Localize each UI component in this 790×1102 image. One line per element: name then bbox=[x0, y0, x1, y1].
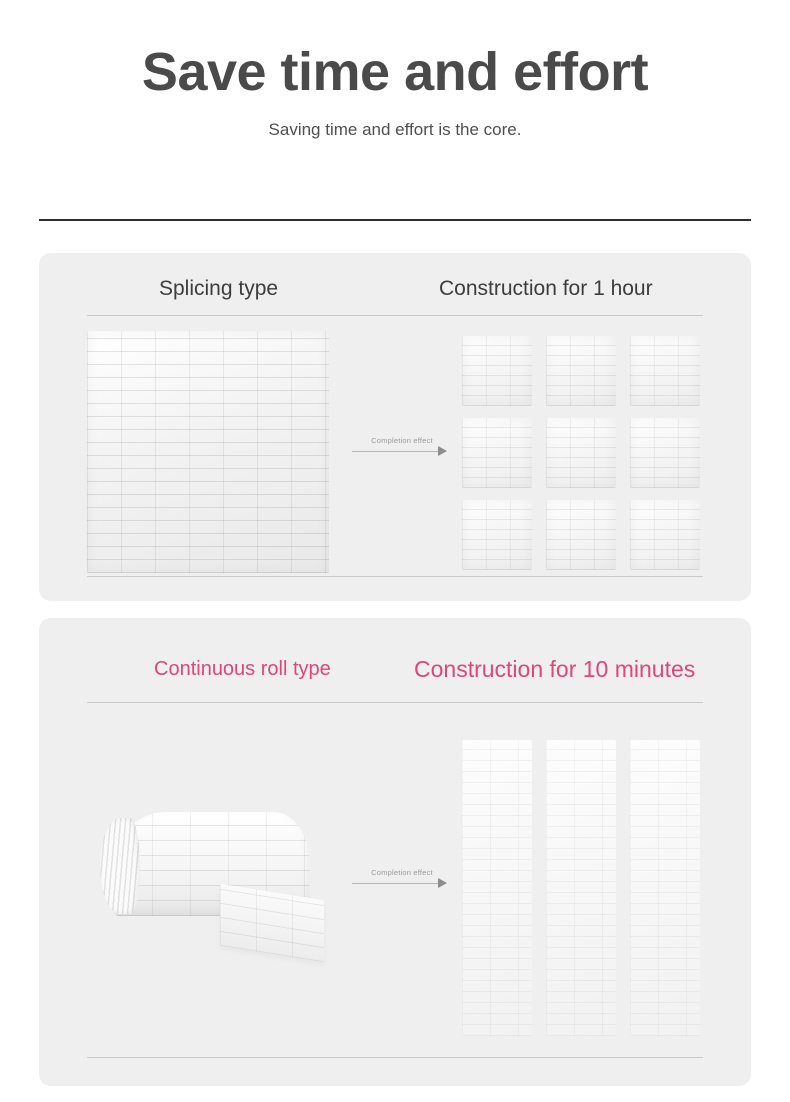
wall-panel bbox=[630, 500, 700, 570]
arrow-caption-label: Completion effect bbox=[371, 436, 433, 445]
arrow-line bbox=[352, 451, 442, 452]
wall-panel bbox=[546, 418, 616, 488]
wall-panel bbox=[462, 418, 532, 488]
splicing-type-heading: Splicing type bbox=[159, 277, 279, 300]
wall-panel bbox=[546, 500, 616, 570]
splicing-completion-arrow bbox=[352, 436, 452, 462]
arrow-right-icon bbox=[438, 446, 447, 456]
section-heading-rule bbox=[87, 315, 703, 316]
roll-wall-result-grid bbox=[462, 740, 700, 1036]
section-bottom-rule bbox=[87, 576, 703, 577]
section-heading-rule bbox=[87, 702, 703, 703]
wall-panel bbox=[630, 418, 700, 488]
header-divider bbox=[39, 219, 751, 221]
wall-panel bbox=[462, 740, 532, 1036]
roll-construction-time-heading: Construction for 10 minutes bbox=[414, 656, 696, 682]
wall-panel bbox=[630, 740, 700, 1036]
page-subtitle: Saving time and effort is the core. bbox=[268, 120, 522, 139]
wall-panel bbox=[630, 336, 700, 406]
page-title: Save time and effort bbox=[141, 42, 649, 102]
roll-completion-arrow bbox=[352, 868, 452, 894]
arrow-right-icon bbox=[438, 878, 447, 888]
splicing-construction-time-heading: Construction for 1 hour bbox=[439, 277, 653, 300]
roll-spiral-end bbox=[100, 818, 140, 914]
wall-panel bbox=[546, 336, 616, 406]
arrow-caption-label: Completion effect bbox=[371, 868, 433, 877]
spliced-wall-result-grid bbox=[462, 336, 700, 568]
section-headings bbox=[39, 253, 751, 311]
wall-panel bbox=[462, 336, 532, 406]
continuous-roll-type-heading: Continuous roll type bbox=[154, 658, 331, 680]
section-bottom-rule bbox=[87, 1057, 703, 1058]
wall-panel bbox=[546, 740, 616, 1036]
brick-wallpaper-roll-image bbox=[100, 812, 330, 952]
section-headings bbox=[39, 618, 751, 682]
wall-panel bbox=[462, 500, 532, 570]
arrow-line bbox=[352, 883, 442, 884]
single-brick-sheet-image bbox=[87, 331, 329, 573]
